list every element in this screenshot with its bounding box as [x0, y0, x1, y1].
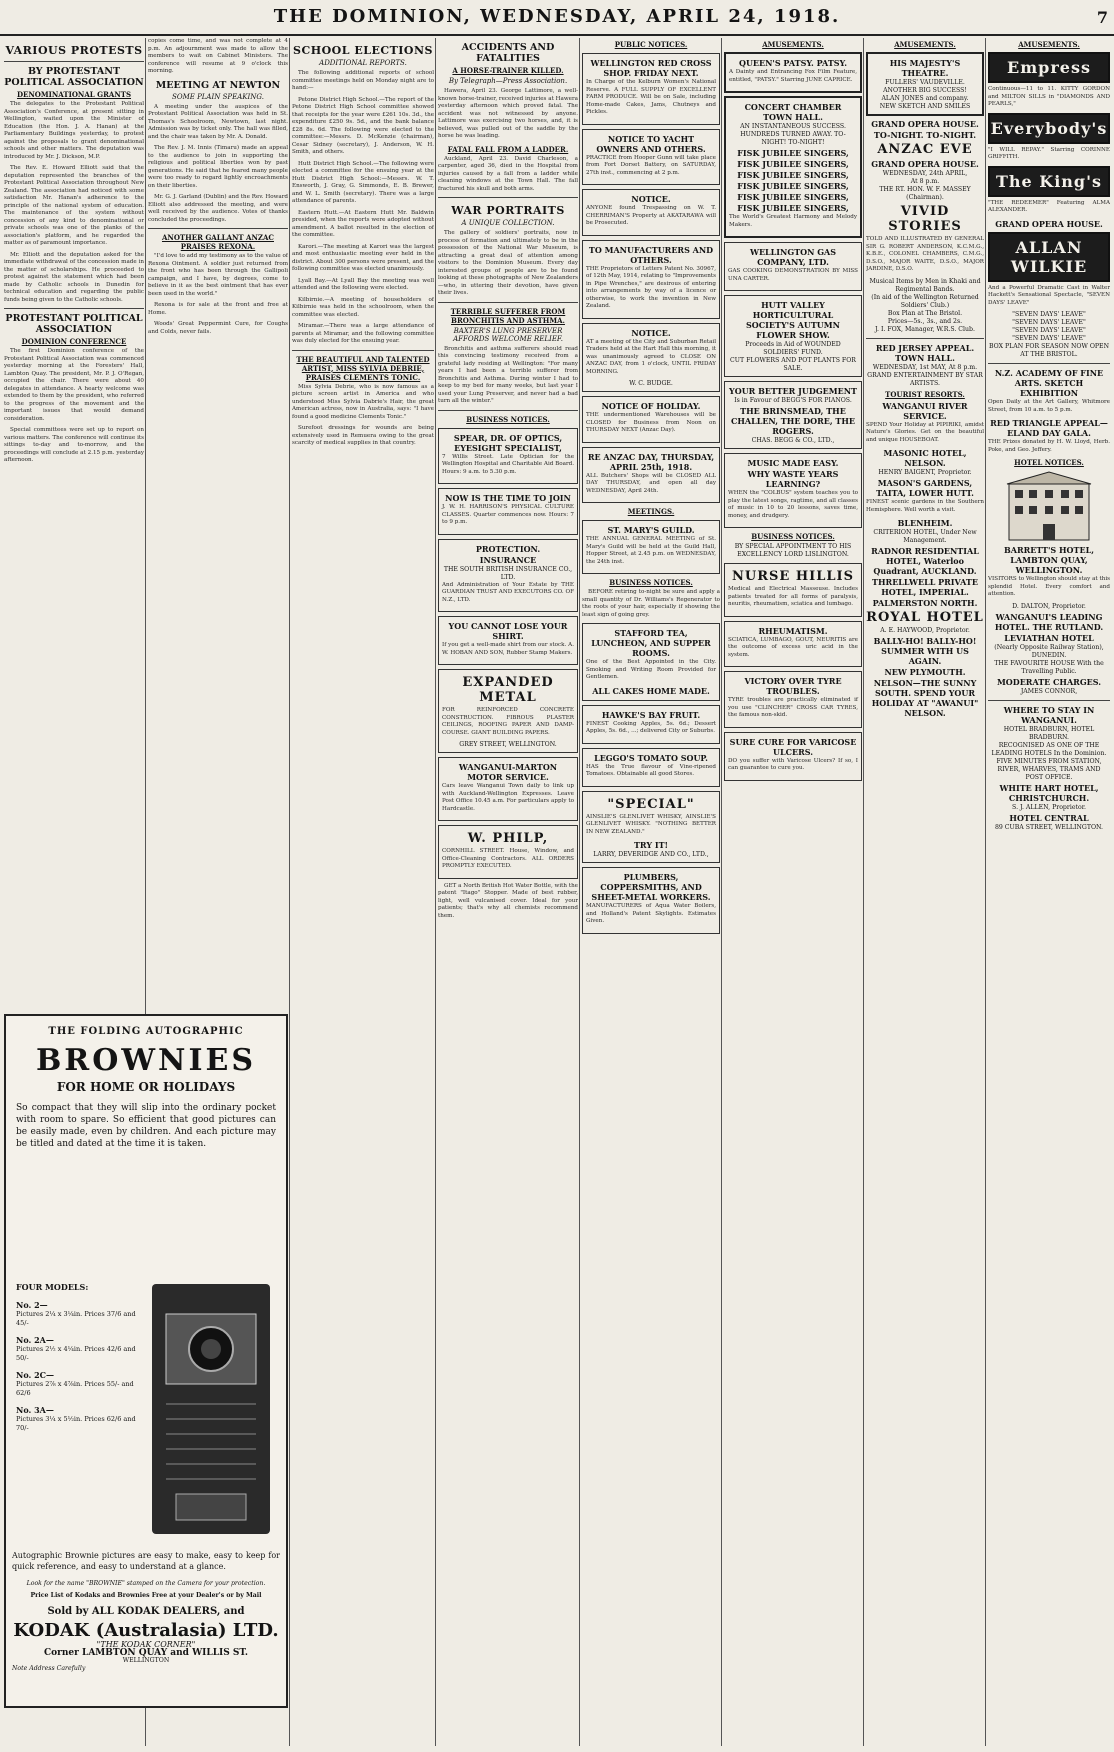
advert-title: RED JERSEY APPEAL. TOWN HALL. [875, 342, 975, 363]
section-heading: BUSINESS NOTICES. [466, 414, 550, 424]
article-paragraph: The delegates to the Protestant Political Association's Conference, at present sitting in Wellington, waited upon the Minister of Education (the Hon. J. A. Hanan) at the Parliamentary Buildings yesterday, to protest against the proposals to grant denominational schools and other matters. The deputation was introduced by Mr. J. Dickson, M.P. [4, 101, 144, 160]
advert-text: Continuous—11 to 11. KITTY GORDON and MILTON SILLS in "DIAMONDS AND PEARLS," [988, 86, 1110, 107]
advert-title: VIVID STORIES [888, 204, 962, 234]
advert-text: THE RT. HON. W. F. MASSEY (Chairman). [879, 186, 971, 201]
advert-text: "I WILL REPAY." Starring CORINNE GRIFFITH. [988, 146, 1110, 160]
notice-title: TO MANUFACTURERS AND OTHERS. [588, 244, 714, 265]
advert-title: NOW IS THE TIME TO JOIN [445, 493, 571, 503]
model-desc: Pictures 2½ x 4¼in. Prices 42/6 and 50/- [16, 1345, 136, 1362]
notice-text: THE Proprietors of Letters Patent No. 30967, of 12th May, 1914, relating to "Improvements in Pipe Wrenches," are desirous of entering into arrangements by way of a licence or otherwise, to work the invention in New Zealand. [586, 265, 716, 309]
notice-text: AT a meeting of the City and Suburban Retail Traders held at the Hart Hall this morning, it was unanimously agreed to CLOSE ON ANZAC DAY, from 1 o'clock, UNTIL FRIDAY MORNING. [586, 338, 716, 375]
notice [582, 53, 720, 125]
divider [148, 228, 288, 229]
advert-title: MASON'S GARDENS, TAITA, LOWER HUTT. [876, 478, 974, 498]
notice-text: THE ANNUAL GENERAL MEETING of St. Mary's Guild will be held at the Guild Hall, Hopper Street, at 2.45 p.m. on WEDNESDAY, the 24th inst. [586, 536, 716, 565]
article-paragraph: Rexona is for sale at the front and free at Home. [148, 302, 288, 316]
notice-text: ALL Butchers' Shops will be CLOSED ALL DAY THURSDAY, and open all day WEDNESDAY, April 24th. [586, 472, 716, 494]
advert-text: SPEND Your Holiday at PIPIRIKI, amidst Nature's Glories. Get on the beautiful and unique HOUSEBOAT. [866, 421, 984, 443]
advert-text: "SEVEN DAYS' LEAVE" [1012, 311, 1086, 318]
headline-sylvia-debrie: THE BEAUTIFUL AND TALENTED ARTIST, MISS SYLVIA DEBRIE, PRAISES CLEMENTS TONIC. [296, 354, 430, 382]
advert-title: MASONIC HOTEL, NELSON. [883, 448, 967, 468]
kicker: DOMINION CONFERENCE [21, 337, 127, 346]
advert-title: FISK JUBILEE SINGERS, [737, 148, 849, 158]
advert-text: A Dainty and Entrancing Fox Film Feature, entitled, "PATSY." Starring JUNE CAPRICE. [729, 69, 857, 83]
advert-title: WANGANUI RIVER SERVICE. [882, 400, 968, 421]
divider [438, 410, 578, 411]
advert [582, 748, 720, 787]
advert-title: GRAND OPERA HOUSE. [871, 159, 979, 169]
advert [724, 621, 862, 668]
headline-ppa: PROTESTANT POLITICAL ASSOCIATION [5, 313, 143, 335]
advert-text: AN INSTANTANEOUS SUCCESS. HUNDREDS TURNED AWAY. TO-NIGHT! TO-NIGHT! [740, 123, 846, 146]
headline-rexona: ANOTHER GALLANT ANZAC PRAISES REXONA. [161, 233, 274, 251]
advert-text: SCIATICA, LUMBAGO, GOUT, NEURITIS are the outcome of excess uric acid in the system. [728, 636, 858, 658]
advert-text: Autographic Brownie pictures are easy to make, easy to keep for quick reference, and easy to understand at a glance. [12, 1551, 280, 1571]
advert-title: YOUR BETTER JUDGEMENT [729, 386, 857, 396]
advert-title: HOTEL CENTRAL [1009, 812, 1089, 823]
advert-text: Prices—5s., 3s., and 2s. [887, 317, 963, 325]
advert-title: RED TRIANGLE APPEAL—ELAND DAY GALA. [990, 418, 1108, 438]
article-paragraph: Mr. Elliott and the deputation asked for the immediate withdrawal of the concession made in the matter of scholarships. He proceeded to protest against the statement which had been made by Catholic schools in Dunedin for technical education and regarding the public funds being given to the Catholic schools. [4, 251, 144, 303]
column-rule [721, 38, 722, 1746]
article-paragraph: Hawera, April 23. George Lattimore, a well-known horse-trainer, received injuries at Hawera yesterday afternoon which proved fatal. The accident was not witnessed by anyone. Lattimore was exercising two horses, and, it is believed, was pulled out of the saddle by the horse he was leading. [438, 88, 578, 139]
advert-text: CHAS. BEGG & CO., LTD., [751, 437, 835, 444]
article-paragraph: Miramar.—There was a large attendance of parents at Miramar, and the following committee was duly elected for the ensuing year. [292, 323, 434, 344]
article-paragraph: Bronchitis and asthma sufferers should read this convincing testimony received from a grateful lady residing at Wellington: "For many years I had been a terrible sufferer from Bronchitis and Asthma. During winter I had to keep to my bed for many weeks, but last year I used your Lung Preserver, and never had a bad turn all the winter." [438, 345, 578, 404]
notice-title: NOTICE. [631, 194, 671, 204]
model-list [16, 1274, 136, 1432]
notice-title: NOTICE. [631, 327, 671, 338]
advert-title: MUSIC MADE EASY. [747, 458, 839, 468]
advert-text: JAMES CONNOR, [1020, 687, 1078, 695]
advert-title: WANGANUI-MARTON MOTOR SERVICE. [458, 762, 558, 782]
advert-text: MANUFACTURERS of Aqua Water Boilers, and Holland's Patent Skylights. Estimates Given. [586, 903, 716, 924]
advert-text: Musical Items by Men in Khaki and Regimental Bands. [869, 277, 981, 293]
kodak-logo: KODAK (Australasia) LTD. [13, 1620, 279, 1641]
column-rule [435, 38, 436, 1746]
advert-title: QUEEN'S PATSY. PATSY. [738, 58, 848, 68]
article-paragraph: Special committees were set up to report on various matters. The conference will continue its sittings to-day and to-morrow, and the proceedings will conclude at 2.15 p.m. yesterday afternoon. [4, 427, 144, 463]
advert-text: At 8 p.m. [910, 178, 940, 185]
advert-text: BOX PLAN FOR SEASON NOW OPEN AT THE BRISTOL. [988, 343, 1109, 358]
article-paragraph: Kilbirnie.—A meeting of householders of Kilbirnie was held in the schoolroom, when the committee was elected. [292, 296, 434, 318]
advert-text: ALAN JONES and company. [881, 95, 969, 102]
divider [438, 197, 578, 198]
article-title: FATAL FALL FROM A LADDER. [447, 144, 569, 154]
advert-title: EXPANDED METAL [462, 675, 554, 705]
kicker: DENOMINATIONAL GRANTS [16, 90, 132, 99]
article-paragraph: Karori.—The meeting at Karori was the largest and most enthusiastic meeting ever held in the district. About 300 persons were present, and the following committee was elected unanimously. [292, 243, 434, 272]
advert-text: Look for the name "BROWNIE" stamped on the Camera for your protection. [26, 1580, 266, 1587]
article-paragraph: Surefoot dressings for wounds are being extensively used in Remuera owing to the great scarcity of medical supplies in that country. [292, 425, 434, 446]
notice [582, 396, 720, 443]
subheadline: SOME PLAIN SPEAKING. [172, 92, 264, 101]
advert-title: FISK JUBILEE SINGERS, [737, 203, 849, 213]
model-list-title: FOUR MODELS: [16, 1282, 89, 1292]
section-heading: BUSINESS NOTICES. [751, 532, 835, 541]
advert-title: YOU CANNOT LOSE YOUR SHIRT. [448, 621, 568, 641]
advert-title: BALLY-HO! BALLY-HO! SUMMER WITH US AGAIN. [873, 636, 977, 666]
advert [724, 381, 862, 449]
advert-text: THE FAVOURITE HOUSE With the Travelling Public. [994, 659, 1104, 675]
advert-text: VISITORS to Wellington should stay at this splendid Hotel. Every comfort and attention. [988, 576, 1110, 597]
advert [438, 669, 578, 753]
section-heading: HOTEL NOTICES. [1014, 458, 1084, 467]
advert-title: BARRETT'S HOTEL, LAMBTON QUAY, WELLINGTON. [1004, 545, 1094, 575]
article-paragraph: Eastern Hutt.—At Eastern Hutt Mr. Baldwin presided, when the reports were adopted without amendment. A ballot resulted in the election of the committee. [292, 209, 434, 238]
article-paragraph: Miss Sylvia Debrie, who is now famous as a picture screen artist in America and who understood Miss Sylvia Dabrie's Hair, the great American actress, now in Australia, says: "I have found a good medicine Clements Tonic." [292, 383, 434, 420]
notice-text: THE undermentioned Warehouses will be CLOSED for Business from Noon on THURSDAY NEXT (Anzac Day). [586, 412, 716, 433]
advert-text: S. J. ALLEN, Proprietor. [1012, 803, 1086, 811]
advert-title: GRAND OPERA HOUSE. [995, 218, 1103, 229]
section-heading: PUBLIC NOTICES. [614, 40, 688, 49]
advert-text: HENRY BAIGENT, Proprietor. [878, 469, 972, 476]
folding-camera-illustration [146, 1274, 276, 1544]
article-title: A HORSE-TRAINER KILLED. [452, 66, 564, 75]
advert-text: 7 Willis Street. Late Optician for the Wellington Hospital and Charitable Aid Board. Hours: 9 a.m. to 5.30 p.m. [442, 453, 574, 475]
advert-title: SPEAR, DR. OF OPTICS, EYESIGHT SPECIALIST, [453, 432, 563, 453]
advert-title: FISK JUBILEE SINGERS, [737, 192, 849, 202]
advert-text: FULLERS' VAUDEVILLE. [885, 79, 965, 86]
subheadline: BY PROTESTANT POLITICAL ASSOCIATION [4, 66, 144, 88]
article-paragraph: The Rev. J. M. Innis (Timaru) made an appeal to the audience to join in supporting the religious and political liberties won by past generations. He said that he feared many people were too ready to regard lightly encroachments on their liberties. [148, 145, 288, 189]
advert-text: THE Prizes donated by H. W. Lloyd, Herb. Poke, and Geo. Jeffery. [988, 439, 1110, 453]
article-paragraph: The Rev. E. Howard Elliott said that the deputation represented the branches of the Protestant Political Association throughout New Zealand. The association had noticed with some satisfaction Mr. Hanan's adherence to the principle of the national system of education. The maintenance of the system without concession of any kind to denominational or private schools was one of the planks of the association's platform, and he regarded the matter as of paramount importance. [4, 165, 144, 246]
divider [438, 302, 578, 303]
advert-title: RADNOR RESIDENTIAL HOTEL, Waterloo Quadrant, AUCKLAND. [871, 546, 979, 576]
advert-title: WELLINGTON GAS COMPANY, LTD. [749, 247, 837, 267]
advert [582, 791, 720, 864]
advert-text: J. W. H. HARRISON'S PHYSICAL CULTURE CLASSES. Quarter commences now. Hours: 7 to 9 p.m. [442, 504, 574, 525]
byline: By Telegraph—Press Association. [448, 77, 568, 85]
advert-title: TRY IT! [633, 840, 669, 850]
advert-text: One of the Best Appointed in the City. Smoking and Writing Room Provided for Gentlemen. [586, 659, 716, 680]
notice-title: ST. MARY'S GUILD. [607, 525, 695, 535]
model-name: No. 2C— [16, 1370, 55, 1380]
advert-text: AINSLIE'S GLENLIVET WHISKY, AINSLIE'S GLENLIVET WHISKY. "NOTHING BETTER IN NEW ZEALAND." [586, 813, 716, 835]
advert-title: LEVIATHAN HOTEL [1004, 632, 1094, 643]
advert-text: RECOGNISED AS ONE OF THE LEADING HOTELS In the Dominion. [991, 741, 1107, 757]
advert-title: WHERE TO STAY IN WANGANUI. [1003, 704, 1095, 725]
advert-text: Proceeds in Aid of WOUNDED SOLDIERS' FUND. [745, 341, 841, 356]
advert-title: NELSON—THE SUNNY SOUTH. SPEND YOUR HOLIDAY AT "AWANUI" NELSON. [871, 678, 979, 718]
advert-title: HIS MAJESTY'S THEATRE. [889, 58, 961, 78]
subheadline: ADDITIONAL REPORTS. [319, 59, 407, 67]
advert-title: RHEUMATISM. [758, 625, 828, 636]
advert-text: CORNHILL STREET. House, Window, and Office-Cleaning Contractors. ALL ORDERS PROMPTLY EXECUTED. [442, 848, 574, 869]
notice-title: RE ANZAC DAY, THURSDAY, APRIL 25th, 1918. [587, 451, 715, 472]
advert-text: CRITERION HOTEL, Under New Management. [873, 529, 977, 544]
advert-title: SURE CURE FOR VARICOSE ULCERS. [729, 736, 857, 757]
kings-logo: The King's [988, 166, 1110, 197]
advert-text: Box Plan at The Bristol. [887, 309, 963, 317]
advert-text: Note Address Carefully [12, 1665, 86, 1672]
model-desc: Pictures 2¼ x 3¼in. Prices 37/6 and 45/- [16, 1310, 136, 1327]
advert-text: CUT FLOWERS AND POT PLANTS FOR SALE. [730, 357, 856, 372]
advert [438, 488, 578, 535]
article-paragraph: Lyall Bay.—At Lyall Bay the meeting was well attended and the following were elected. [292, 277, 434, 291]
divider [292, 350, 434, 351]
column-8 [988, 38, 1110, 1746]
advert-title: FISK JUBILEE SINGERS, [737, 159, 849, 169]
advert-text: (In aid of the Wellington Returned Soldiers' Club.) [871, 293, 979, 309]
advert [438, 825, 578, 879]
advert-text: And Administration of Your Estate by THE GUARDIAN TRUST AND EXECUTORS CO. OF N.Z., LTD. [442, 581, 574, 603]
notice-title: NOTICE TO YACHT OWNERS AND OTHERS. [596, 133, 706, 154]
advert-brand: BROWNIES [35, 1043, 257, 1078]
advert-text: 89 CUBA STREET, WELLINGTON. [994, 823, 1104, 831]
advert-title: ROYAL HOTEL [866, 610, 984, 625]
advert-title: TO-NIGHT. TO-NIGHT. [873, 130, 977, 140]
notice-text: PRACTICE from Hooper Gunn will take place from Fort Dorset Battery, on SATURDAY, 27th inst., commencing at 2 p.m. [586, 154, 716, 176]
advert-title: VICTORY OVER TYRE TROUBLES. [744, 676, 842, 696]
article-paragraph: Mr. G. J. Garland (Dublin) and the Rev. Howard Elliott also addressed the meeting, and were well received by the audience. Votes of thanks concluded the proceedings. [148, 194, 288, 223]
advert-text: If you get a well-made shirt from our stock. A. W. HOBAN AND SON, Rubber Stamp Makers. [442, 642, 574, 656]
divider [4, 308, 144, 309]
hotel-building-illustration [999, 470, 1099, 542]
advert-text: ANOTHER BIG SUCCESS! [883, 87, 967, 94]
article-paragraph: Auckland, April 23. David Charleson, a carpenter, aged 36, died in the Hospital from injuries caused by a fall from a ladder while cleaning windows at the Town Hall. The fall fractured his skull and both arms. [438, 155, 578, 192]
advert-text: "SEVEN DAYS' LEAVE" [1012, 327, 1086, 334]
advert-text: J. I. FOX, Manager, W.R.S. Club. [875, 325, 975, 333]
notice [582, 520, 720, 574]
subheadline: A UNIQUE COLLECTION. [461, 219, 555, 227]
section-heading: BUSINESS NOTICES. [609, 578, 693, 587]
advert-text: "THE KODAK CORNER" [96, 1640, 196, 1649]
model-desc: Pictures 3¼ x 5½in. Prices 62/6 and 70/- [16, 1415, 136, 1432]
advert-title: WHITE HART HOTEL, CHRISTCHURCH. [999, 782, 1099, 803]
column-4 [438, 38, 578, 1746]
section-heading: TOURIST RESORTS. [885, 389, 965, 399]
advert-title: GRAND OPERA HOUSE. [871, 119, 979, 129]
headline-school-elections: SCHOOL ELECTIONS [293, 44, 433, 57]
advert-text: The World's Greatest Harmony and Melody Makers. [729, 214, 857, 228]
column-6 [724, 38, 862, 1746]
section-heading: AMUSEMENTS. [894, 40, 956, 49]
advert-text: HAS the True flavour of Vine-ripened Tomatoes. Obtainable all good Stores. [586, 763, 716, 777]
kodak-brownies-advert [4, 1014, 288, 1708]
article-paragraph: Woods' Great Peppermint Cure, for Coughs and Colds, never fails. [148, 321, 288, 335]
advert-text: A. E. HAYWOOD, Proprietor. [880, 627, 970, 634]
advert-text: WEDNESDAY, 24th APRIL, [882, 170, 968, 177]
advert-text: NEW SKETCH AND SMILES [879, 103, 971, 110]
column-rule [863, 38, 864, 1746]
headline-baxters: TERRIBLE SUFFERER FROM BRONCHITIS AND ASTHMA. [450, 306, 566, 325]
advert-text: DO you suffer with Varicose Ulcers? If so, I can guarantee to cure you. [728, 757, 858, 771]
advert-text: D. DALTON, Proprietor. [1012, 602, 1086, 610]
advert-text: TOLD AND ILLUSTRATED BY GENERAL SIR G. ROBERT ANDERSON, K.C.M.G., K.B.E., COLONEL CHAMBERS, C.M.G., D.S.O., MAJOR WAITE, D.S.O., MAJOR JARDINE, D.S.O. [866, 236, 984, 272]
divider [866, 338, 984, 339]
headline-war-portraits: WAR PORTRAITS [451, 204, 565, 217]
advert-title: LEGGO'S TOMATO SOUP. [594, 752, 708, 763]
section-heading: AMUSEMENTS. [1018, 40, 1080, 49]
advert-text: BEFORE retiring to-night be sure and apply a small quantity of Dr. Williams's Regenerator to the roots of your hair, especially if showing the least sign of going grey. [582, 589, 720, 618]
column-rule [579, 38, 580, 1746]
advert-text: (Nearly Opposite Railway Station), DUNEDIN. [994, 643, 1104, 659]
model-name: No. 3A— [16, 1405, 54, 1415]
column-rule [289, 38, 290, 1746]
advert-text: GREY STREET, WELLINGTON. [459, 741, 557, 748]
masthead [0, 0, 1114, 36]
advert [438, 539, 578, 613]
advert-title: NEW PLYMOUTH. [884, 667, 966, 677]
advert-footer [12, 1550, 280, 1673]
article-paragraph: The gallery of soldiers' portraits, now in process of formation and ultimately to be in the possession of the National War Museum, is attracting a great deal of attention among visitors to the Dominion Museum. Every day interested groups of people are to be found looking at these photographs of New Zealanders—who, in uttering their devotion, have given their lives. [438, 230, 578, 296]
advert [582, 705, 720, 744]
column-3 [292, 38, 434, 1746]
everybodys-logo: Everybody's [988, 113, 1110, 144]
page-number: 7 [1096, 8, 1108, 27]
section-heading: AMUSEMENTS. [762, 40, 824, 49]
advert-text: "SEVEN DAYS' LEAVE" [1012, 335, 1086, 342]
section-heading: MEETINGS. [627, 507, 675, 516]
notice-title: NOTICE OF HOLIDAY. [601, 401, 701, 411]
article-paragraph: copies come time, and was not complete at 4 p.m. An adjournment was made to allow the members to wait on Cabinet Ministers. The conference will resume at 9 o'clock this morning. [148, 38, 288, 74]
article-paragraph: Hutt District High School.—The following were elected a committee for the ensuing year at the Hutt District High School:—Messrs. W. T. Ensworth, J. Gray, G. Simmonds, E. B. Brewer, and W. L. Smith (secretary). There was a large attendance of parents. [292, 160, 434, 204]
column-rule [985, 38, 986, 1746]
advert [438, 757, 578, 821]
advert-title: N.Z. ACADEMY OF FINE ARTS. SKETCH EXHIBITION [994, 368, 1104, 398]
advert-title: INSURANCE [479, 554, 537, 565]
advert [724, 295, 862, 377]
notice [582, 240, 720, 319]
subheadline: BAXTER'S LUNG PRESERVER AFFORDS WELCOME RELIEF. [453, 326, 563, 343]
empress-logo: Empress [988, 52, 1110, 83]
advert-subtitle: FOR HOME OR HOLIDAYS [56, 1080, 236, 1094]
masthead-title: THE DOMINION, WEDNESDAY, APRIL 24, 1918. [273, 6, 841, 27]
advert-title: WHY WASTE YEARS LEARNING? [747, 469, 839, 489]
model-name: No. 2— [16, 1300, 48, 1310]
advert-text: And a Powerful Dramatic Cast in Walter Hackett's Sensational Spectacle, "SEVEN DAYS' LEAVE" [988, 284, 1110, 306]
advert-text: WELLINGTON [122, 1657, 170, 1664]
advert-text: Open Daily at the Art Gallery, Whitmore Street, from 10 a.m. to 5 p.m. [988, 399, 1110, 413]
advert-text: "THE REDEEMER" Featuring ALMA ALEXANDER. [988, 199, 1110, 213]
advert-title: "SPECIAL" [607, 796, 695, 812]
headline-various-protests: VARIOUS PROTESTS [5, 44, 143, 57]
advert-title: PROTECTION. [475, 543, 541, 554]
advert [724, 96, 862, 238]
advert-title: NURSE HILLIS [732, 569, 854, 584]
advert-text: Price List of Kodaks and Brownies Free at your Dealer's or by Mail [30, 1592, 262, 1599]
advert-title: ANZAC EVE [877, 142, 973, 157]
notice-title: WELLINGTON RED CROSS SHOP. FRIDAY NEXT. [590, 58, 712, 78]
advert-text: THE SOUTH BRITISH INSURANCE CO., LTD. [443, 565, 573, 581]
notice [582, 323, 720, 393]
advert-title: CONCERT CHAMBER TOWN HALL. [744, 102, 842, 122]
advert-title: THRELLWELL PRIVATE HOTEL, IMPERIAL. [872, 577, 978, 597]
advert [724, 453, 862, 528]
advert-text: FOR REINFORCED CONCRETE CONSTRUCTION. FIBROUS PLASTER CEILINGS, ROOFING PAPER AND DAMP-COURSE. GIANT BUILDING PAPERS. [442, 707, 574, 736]
advert [724, 732, 862, 781]
model-desc: Pictures 2⅞ x 4⅞in. Prices 55/- and 62/6 [16, 1380, 134, 1397]
column-5 [582, 38, 720, 1746]
advert-title: W. PHILP, [467, 831, 549, 846]
advert-text: Sold by ALL KODAK DEALERS, and [47, 1606, 245, 1617]
article-paragraph: Petone District High School.—The report of the Petone District High School committee showed that receipts for the year were £261 10s. 3d., the expenditure £250 9s. 5d., and the bank balance £28 8s. 6d. The following were elected to the committee:—Messrs. D. McKenzie (chairman), Cesar Sidney (secretary), J. Anderson, W. H. Smith, and others. [292, 96, 434, 155]
advert [438, 616, 578, 665]
advert-text: LARRY, DEVERIDGE AND CO., LTD., [593, 851, 709, 858]
advert-text: GET a North British Hot Water Bottle, with the patent "Itago" Stopper. Made of best rubber, light, well vulcanised cover. Ideal for your patients; that's why all chemists recommend them. [438, 882, 578, 919]
advert-title: FISK JUBILEE SINGERS, [737, 170, 849, 180]
notice [582, 189, 720, 236]
advert [724, 52, 862, 93]
advert-text: BY SPECIAL APPOINTMENT TO HIS EXCELLENCY LORD LISLINGTON. [734, 543, 852, 558]
advert-title: ALL CAKES HOME MADE. [592, 685, 710, 696]
advert-text: GRAND ENTERTAINMENT BY STAR ARTISTS. [867, 371, 983, 387]
divider [988, 363, 1110, 364]
advert [438, 428, 578, 485]
advert-title: BLENHEIM. [897, 518, 953, 528]
divider [4, 61, 144, 62]
article-paragraph: "I'd love to add my testimony as to the value of Rexona Ointment. A soldier just returned from the front who has been through the Gallipoli campaign, and I have, by degrees, come to believe in it as the best ointment that has ever been used in the world." [148, 253, 288, 297]
advert [582, 623, 720, 701]
advert [724, 671, 862, 728]
allan-wilkie-banner: ALLAN WILKIE [988, 232, 1110, 282]
advert-title: PLUMBERS, COPPERSMITHS, AND SHEET-METAL WORKERS. [591, 872, 711, 902]
advert [724, 563, 862, 617]
advert-title: THE BRINSMEAD, THE CHALLEN, THE DORE, THE ROGERS. [730, 406, 856, 436]
advert-title: FISK JUBILEE SINGERS, [737, 181, 849, 191]
column-7 [866, 38, 984, 1746]
advert-text: So compact that they will slip into the ordinary pocket with room to spare. So efficient that good pictures can be easily made, even by children. And each picture may be titled and dated at the time it is taken. [16, 1103, 276, 1149]
advert-text: "SEVEN DAYS' LEAVE" [1012, 319, 1086, 326]
advert-title: HAWKE'S BAY FRUIT. [601, 709, 701, 720]
advert-title: WANGANUI'S LEADING HOTEL. THE RUTLAND. [994, 611, 1104, 632]
advert-title: PALMERSTON NORTH. [872, 598, 978, 608]
advert-title: HUTT VALLEY HORTICULTURAL SOCIETY'S AUTUMN FLOWER SHOW. [746, 300, 840, 340]
advert [866, 52, 984, 116]
headline-accidents: ACCIDENTS AND FATALITIES [461, 42, 555, 64]
advert-text: WEDNESDAY, 1st MAY, At 8 p.m. [872, 363, 978, 371]
article-paragraph: The first Dominion conference of the Protestant Political Association was commenced yesterday morning at the Foresters' Hall, Lambton Quay. The president, Mr. P. J. O'Regan, occupied the chair. There were about 40 delegates in attendance. A hearty welcome was extended to them by the president, who referred to the progress of the movement and the important issues that would demand consideration. [4, 348, 144, 422]
advert-text: FIVE MINUTES FROM STATION, RIVER, WHARVES, TRAMS AND POST OFFICE. [996, 757, 1102, 781]
advert-text: Is in Favour of BEGG'S FOR PIANOS. [734, 397, 852, 404]
divider [988, 700, 1110, 701]
notice-signature: W. C. BUDGE. [629, 380, 673, 387]
notice [582, 129, 720, 186]
advert-text: GAS COOKING DEMONSTRATION BY MISS UNA CARTER. [728, 268, 858, 282]
advert-text: HOTEL BRADBURN, HOTEL BRADBURN. [1003, 725, 1095, 741]
notice-text: ANYONE found Trespassing on W. T. CHERRIMAN'S Property at AKATARAWA will be Prosecuted. [586, 205, 716, 226]
advert-kicker: THE FOLDING AUTOGRAPHIC [48, 1026, 244, 1037]
advert-text: WHEN the "COLBUS" system teaches you to play the latest songs, ragtime, and all classes of music in 10 to 20 lessons, saves time, money, and drudgery. [728, 490, 858, 519]
headline-newton-meeting: MEETING AT NEWTON [155, 79, 281, 91]
advert-text: TYRE troubles are practically eliminated if you use "CLINCHER" CROSS CAR TYRES, the famous non-skid. [728, 697, 858, 718]
article-paragraph: The following additional reports of school committee meetings held on Monday night are to hand:— [292, 70, 434, 91]
model-name: No. 2A— [16, 1335, 54, 1345]
notice [582, 447, 720, 504]
advert-text: FINEST Cooking Apples, 5s. 6d.; Dessert Apples, 5s. 6d., ...; delivered City or Suburbs. [586, 720, 716, 734]
advert-text: Medical and Electrical Masseuse. Includes patients treated for all forms of paralysis, neuritis, rheumatism, sciatica and lumbago. [728, 586, 858, 607]
advert-title: MODERATE CHARGES. [996, 676, 1102, 687]
advert-text: Corner LAMBTON QUAY and WILLIS ST. [43, 1648, 249, 1658]
notice-text: In Charge of the Kelburn Women's National Reserve. A FULL SUPPLY OF EXCELLENT FARM PRODUCE. Will be on Sale, including Home-made Cakes, Jams, Chutneys and Pickles. [586, 79, 716, 115]
advert [582, 867, 720, 934]
advert [724, 242, 862, 291]
advert-text: Cars leave Wanganui Town daily to link up with Auckland-Wellington Expresses. Leave Post Office 10.45 a.m. For particulars apply to Hardcastle. [442, 783, 574, 812]
article-paragraph: A meeting under the auspices of the Protestant Political Association was held in St. Thomas's Schoolroom, Newtown, last night. Admission was by ticket only. The hall was filled, and the chair was taken by Mr. A. Donald. [148, 103, 288, 140]
advert-text: FINEST scenic gardens in the Southern Hemisphere. Well worth a visit. [866, 499, 984, 513]
advert-title: STAFFORD TEA, LUNCHEON, AND SUPPER ROOMS. [591, 628, 711, 658]
